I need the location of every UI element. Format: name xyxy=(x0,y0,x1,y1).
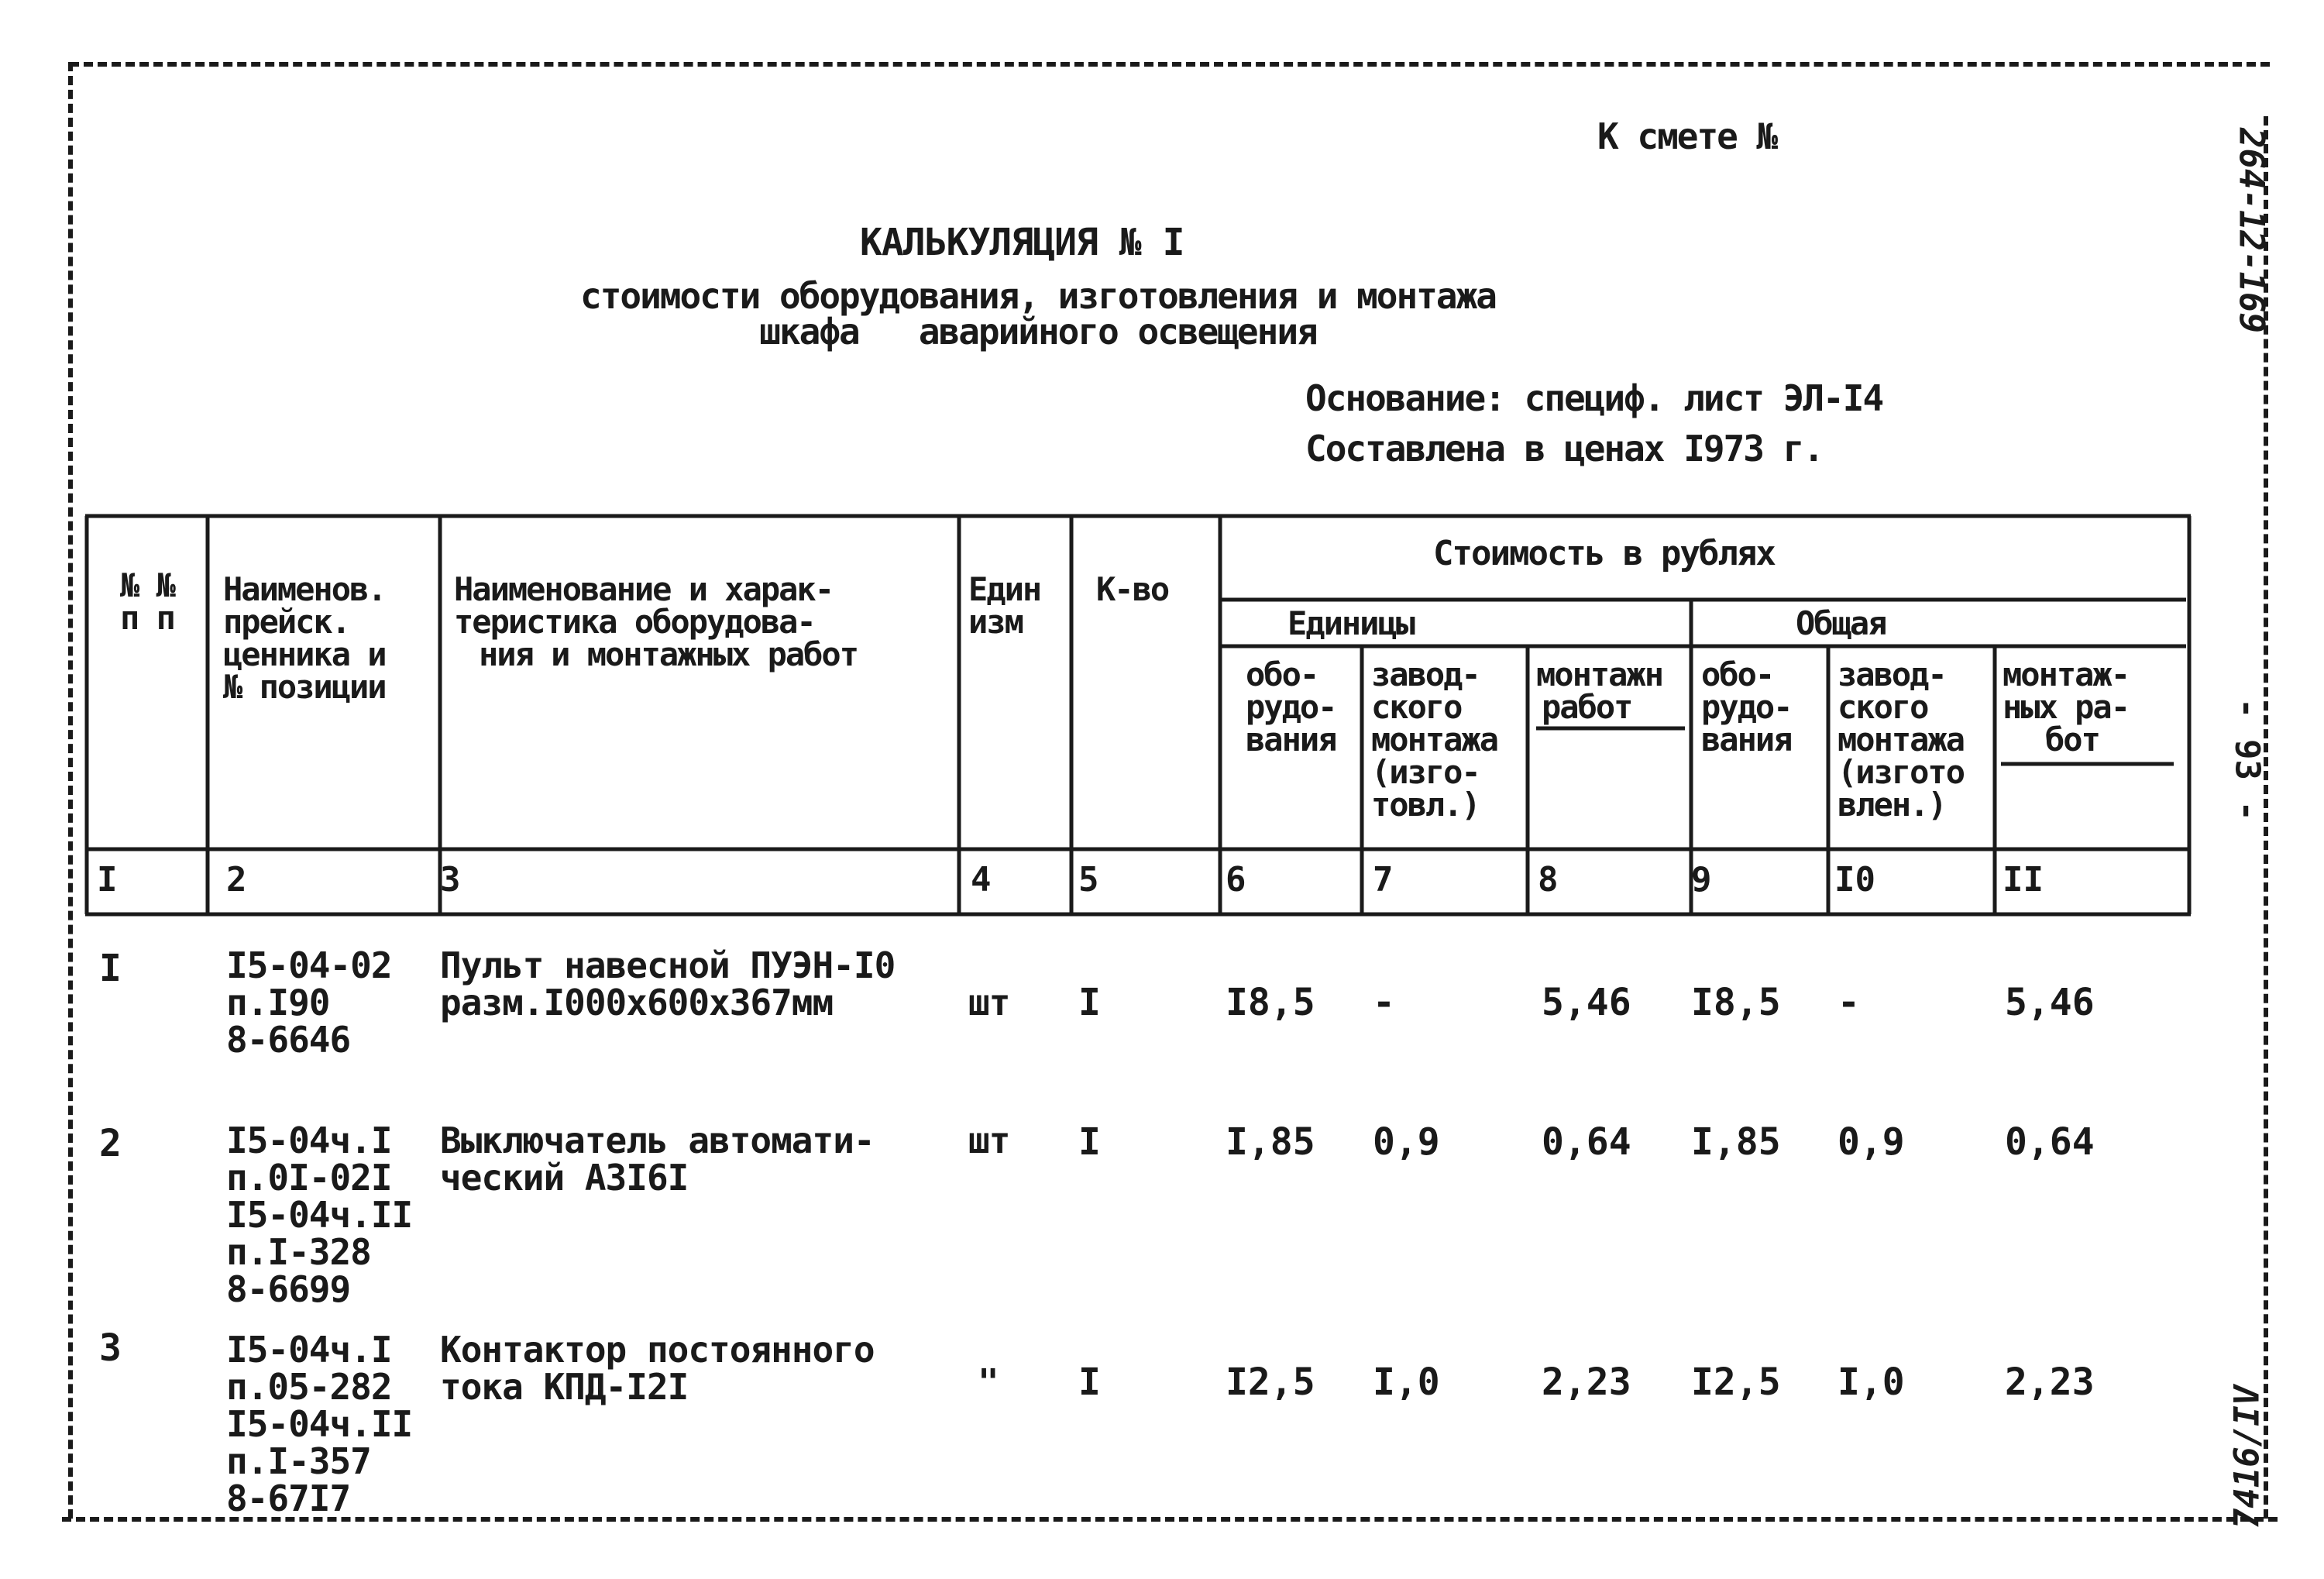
header-pricelist-line-2: прейск. xyxy=(223,603,350,641)
header-factory-line-4: (изго- xyxy=(1371,753,1480,791)
col-number-6: 6 xyxy=(1226,860,1246,900)
header-qty: К-во xyxy=(1096,570,1169,608)
header-total-group: Общая xyxy=(1796,604,1886,642)
subtitle-line-2: шкафа аварийного освещения xyxy=(759,311,1317,353)
col-number-8: 8 xyxy=(1538,860,1559,900)
col-number-1: I xyxy=(97,860,118,900)
row-name-line: Выключатель автомати- xyxy=(440,1120,875,1161)
row-unit: шт xyxy=(968,1120,1010,1161)
row-name-line: Пульт навесной ПУЭН-I0 xyxy=(440,944,896,986)
row-number: 2 xyxy=(99,1122,122,1165)
header-unit-line-1: Един xyxy=(968,570,1041,608)
header-pricelist-line-3: ценника и xyxy=(223,635,386,673)
row-factory-total: - xyxy=(1838,981,1860,1024)
row-quantity: I xyxy=(1078,1361,1101,1404)
subtitle-line-1: стоимости оборудования, изготовления и монтажа xyxy=(580,275,1496,317)
header-factory-total-line-2: ского xyxy=(1838,688,1928,726)
row-mounting-cost: 0,64 xyxy=(1542,1120,1631,1164)
header-equip-total-line-1: обо- xyxy=(1701,655,1774,693)
row-number: 3 xyxy=(99,1326,122,1370)
col-number-10: I0 xyxy=(1834,860,1875,900)
row-pricelist-line: I5-04ч.II xyxy=(226,1403,413,1445)
row-pricelist-line: п.0I-02I xyxy=(226,1157,392,1199)
header-factory-line-1: завод- xyxy=(1371,655,1480,693)
row-equipment-total: I2,5 xyxy=(1691,1361,1781,1404)
row-name-line: тока КПД-I2I xyxy=(440,1366,689,1408)
row-name-line: разм.I000х600х367мм xyxy=(440,982,834,1023)
prices-line: Составлена в ценах I973 г. xyxy=(1305,428,1824,470)
header-mount-total-line-2: ных ра- xyxy=(2003,688,2130,726)
col-number-2: 2 xyxy=(226,860,247,900)
vertical-doc-code: 264-12-169 xyxy=(2231,128,2271,333)
header-factory-total-line-1: завод- xyxy=(1838,655,1946,693)
header-unit-line-2: изм xyxy=(968,603,1023,641)
row-pricelist-line: I5-04ч.I xyxy=(226,1120,392,1161)
row-mounting-cost: 2,23 xyxy=(1542,1361,1631,1404)
row-factory-total: I,0 xyxy=(1838,1361,1905,1404)
header-pricelist-line-4: № позиции xyxy=(223,668,386,706)
header-factory-line-2: ского xyxy=(1371,688,1462,726)
row-mounting-total: 5,46 xyxy=(2005,981,2095,1024)
header-mount-total-line-1: монтаж- xyxy=(2003,655,2130,693)
page-number: - 93 - xyxy=(2227,698,2267,821)
col-number-7: 7 xyxy=(1373,860,1394,900)
header-num-line-1: № № xyxy=(120,566,174,604)
header-equip-total-line-3: вания xyxy=(1701,721,1792,759)
row-pricelist-line: п.I-357 xyxy=(226,1440,371,1482)
header-factory-line-3: монтажа xyxy=(1371,721,1498,759)
header-units-group: Единицы xyxy=(1287,604,1415,642)
col-number-9: 9 xyxy=(1691,860,1712,900)
col-number-5: 5 xyxy=(1078,860,1099,900)
row-quantity: I xyxy=(1078,1120,1101,1164)
header-pricelist-line-1: Наименов. xyxy=(223,570,386,608)
row-pricelist-line: п.05-282 xyxy=(226,1366,392,1408)
header-equip-line-3: вания xyxy=(1246,721,1336,759)
row-unit: шт xyxy=(968,982,1010,1023)
header-factory-total-line-5: влен.) xyxy=(1838,786,1946,824)
row-mounting-total: 0,64 xyxy=(2005,1120,2095,1164)
col-number-3: 3 xyxy=(440,860,461,900)
header-equip-total-line-2: рудо- xyxy=(1701,688,1792,726)
row-pricelist-line: п.I90 xyxy=(226,982,330,1023)
row-factory-total: 0,9 xyxy=(1838,1120,1905,1164)
row-factory-cost: I,0 xyxy=(1373,1361,1440,1404)
row-factory-cost: 0,9 xyxy=(1373,1120,1440,1164)
header-name-line-3: ния и монтажных работ xyxy=(479,635,858,673)
row-pricelist-line: п.I-328 xyxy=(226,1231,371,1273)
header-equip-line-2: рудо- xyxy=(1246,688,1336,726)
row-mounting-cost: 5,46 xyxy=(1542,981,1631,1024)
header-factory-total-line-3: монтажа xyxy=(1838,721,1965,759)
basis-line: Основание: специф. лист ЭЛ-I4 xyxy=(1305,377,1883,419)
row-mounting-total: 2,23 xyxy=(2005,1361,2095,1404)
col-number-4: 4 xyxy=(971,860,992,900)
row-pricelist-line: 8-6646 xyxy=(226,1019,351,1061)
row-pricelist-line: 8-6699 xyxy=(226,1268,351,1310)
row-pricelist-line: 8-67I7 xyxy=(226,1478,351,1519)
row-pricelist-line: I5-04ч.II xyxy=(226,1194,413,1236)
header-factory-total-line-4: (изгото xyxy=(1838,753,1965,791)
row-name-line: Контактор постоянного xyxy=(440,1329,875,1371)
row-unit: " xyxy=(978,1361,999,1403)
row-number: I xyxy=(99,947,122,990)
header-factory-line-5: товл.) xyxy=(1371,786,1480,824)
row-name-line: ческий А3I6I xyxy=(440,1157,689,1199)
row-equipment-total: I8,5 xyxy=(1691,981,1781,1024)
row-equipment-cost: I,85 xyxy=(1226,1120,1315,1164)
header-equip-line-1: обо- xyxy=(1246,655,1318,693)
row-pricelist-line: I5-04ч.I xyxy=(226,1329,392,1371)
row-equipment-cost: I8,5 xyxy=(1226,981,1315,1024)
smeta-reference: К смете № xyxy=(1597,115,1777,157)
row-equipment-cost: I2,5 xyxy=(1226,1361,1315,1404)
row-equipment-total: I,85 xyxy=(1691,1120,1781,1164)
header-mount-unit-line-2: работ xyxy=(1542,688,1632,726)
row-pricelist-line: I5-04-02 xyxy=(226,944,392,986)
col-number-11: II xyxy=(2003,860,2044,900)
row-quantity: I xyxy=(1078,981,1101,1024)
header-mount-total-line-3: бот xyxy=(2045,721,2099,759)
header-cost: Стоимость в рублях xyxy=(1433,534,1775,573)
header-mount-unit-line-1: монтажн xyxy=(1536,655,1663,693)
header-name-line-1: Наименование и харак- xyxy=(454,570,834,608)
vertical-inventory-code: 7416/IV xyxy=(2227,1385,2267,1529)
header-num-line-2: п п xyxy=(120,599,174,637)
calculation-title: КАЛЬКУЛЯЦИЯ № I xyxy=(860,221,1184,264)
row-factory-cost: - xyxy=(1373,981,1395,1024)
header-name-line-2: теристика оборудова- xyxy=(454,603,815,641)
